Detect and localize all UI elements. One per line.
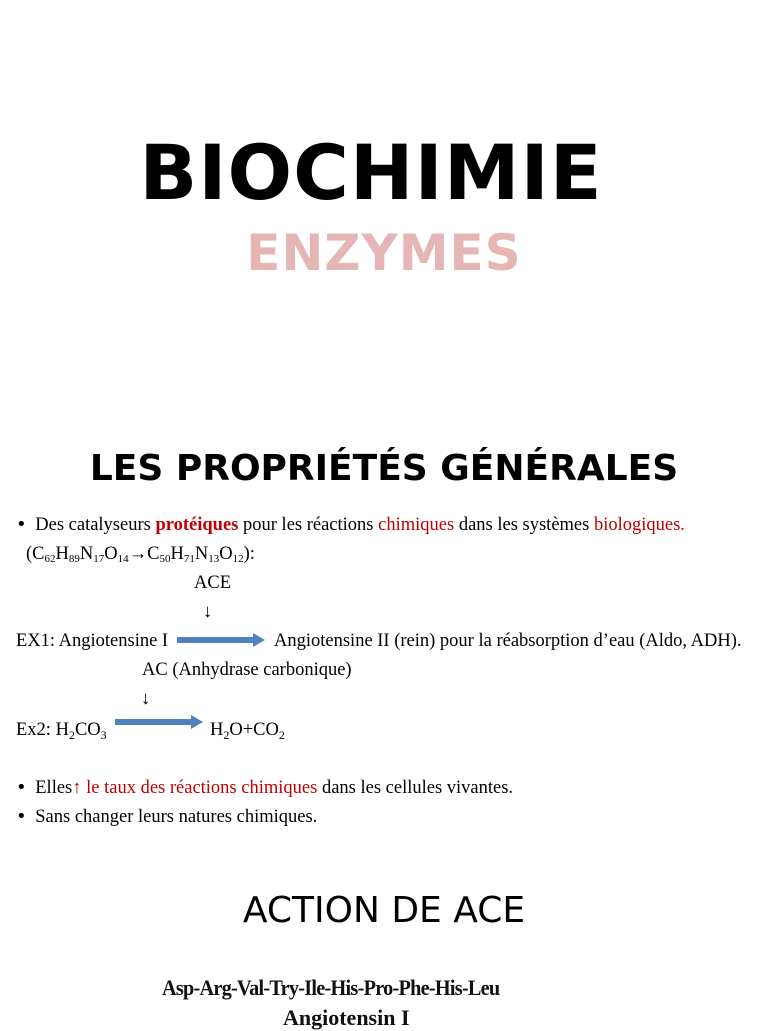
formula-part: N — [194, 544, 209, 564]
page-title: BIOCHIMIE — [139, 128, 603, 217]
peptide-sequence: Asp-Arg-Val-Try-Ile-His-Pro-Phe-His-Leu — [162, 975, 500, 1000]
bullet-reaction-rate — [16, 777, 513, 799]
section-heading-ace-action: ACTION DE ACE — [242, 890, 526, 931]
formula-part: N — [79, 544, 94, 564]
formula-sub: 89 — [68, 553, 80, 565]
formula-sub: 12 — [232, 553, 244, 565]
down-arrow-icon: ↓ — [141, 689, 151, 709]
ace-label: ACE — [194, 573, 231, 593]
text-segment: Des catalyseurs — [35, 515, 156, 535]
formula-part: (C — [26, 544, 45, 564]
text-proteiques: protéiques — [155, 515, 239, 535]
text-segment: Elles — [35, 778, 73, 798]
ex2-right — [210, 720, 285, 743]
text-segment: pour les réactions — [238, 515, 379, 535]
formula-sub: 13 — [208, 553, 220, 565]
bullet-marker: • — [16, 777, 27, 798]
page-subtitle: ENZYMES — [246, 224, 522, 282]
formula-sub: 62 — [44, 553, 56, 565]
formula-part: H — [55, 544, 69, 564]
ex2-part: O+CO — [229, 720, 279, 740]
formula-part: →C — [128, 544, 160, 564]
formula-sub: 17 — [93, 553, 105, 565]
text-chimiques: chimiques — [378, 515, 455, 535]
right-arrow-icon — [115, 714, 205, 730]
ex2-part: CO — [74, 720, 101, 740]
ac-label: AC (Anhydrase carbonique) — [142, 660, 352, 680]
ex2-sub: 2 — [223, 728, 230, 742]
bullet-marker: • — [16, 806, 27, 827]
bullet-marker: • — [16, 514, 27, 535]
ex2-sub: 2 — [68, 728, 75, 742]
text-segment: Sans changer leurs natures chimiques. — [35, 807, 318, 827]
ex2-part: Ex2: H — [16, 720, 69, 740]
peptide-name: Angiotensin I — [283, 1005, 410, 1030]
formula-part: H — [170, 544, 184, 564]
text-segment: dans les systèmes — [454, 515, 594, 535]
formula-line — [26, 544, 255, 565]
formula-sub: 71 — [183, 553, 195, 565]
down-arrow-icon: ↓ — [203, 602, 213, 622]
text-biologiques: biologiques. — [593, 515, 685, 535]
ex2-sub: 3 — [100, 728, 107, 742]
ex2-left — [16, 720, 107, 743]
right-arrow-icon — [177, 632, 267, 648]
formula-part: O — [219, 544, 233, 564]
ex2-sub: 2 — [278, 728, 285, 742]
ex1-left: EX1: Angiotensine I — [16, 631, 169, 651]
ex1-right: Angiotensine II (rein) pour la réabsorption d’eau (Aldo, ADH). — [274, 631, 742, 651]
formula-sub: 50 — [159, 553, 171, 565]
formula-sub: 14 — [117, 553, 129, 565]
section-heading-properties: LES PROPRIÉTÉS GÉNÉRALES — [89, 448, 679, 489]
ex2-part: H — [210, 720, 224, 740]
bullet-catalysts — [16, 514, 685, 536]
text-rate-increase: ↑ le taux des réactions chimiques — [72, 778, 318, 798]
text-segment: dans les cellules vivantes. — [317, 778, 514, 798]
bullet-nature — [16, 806, 317, 828]
formula-part: ): — [243, 544, 255, 564]
formula-part: O — [104, 544, 118, 564]
